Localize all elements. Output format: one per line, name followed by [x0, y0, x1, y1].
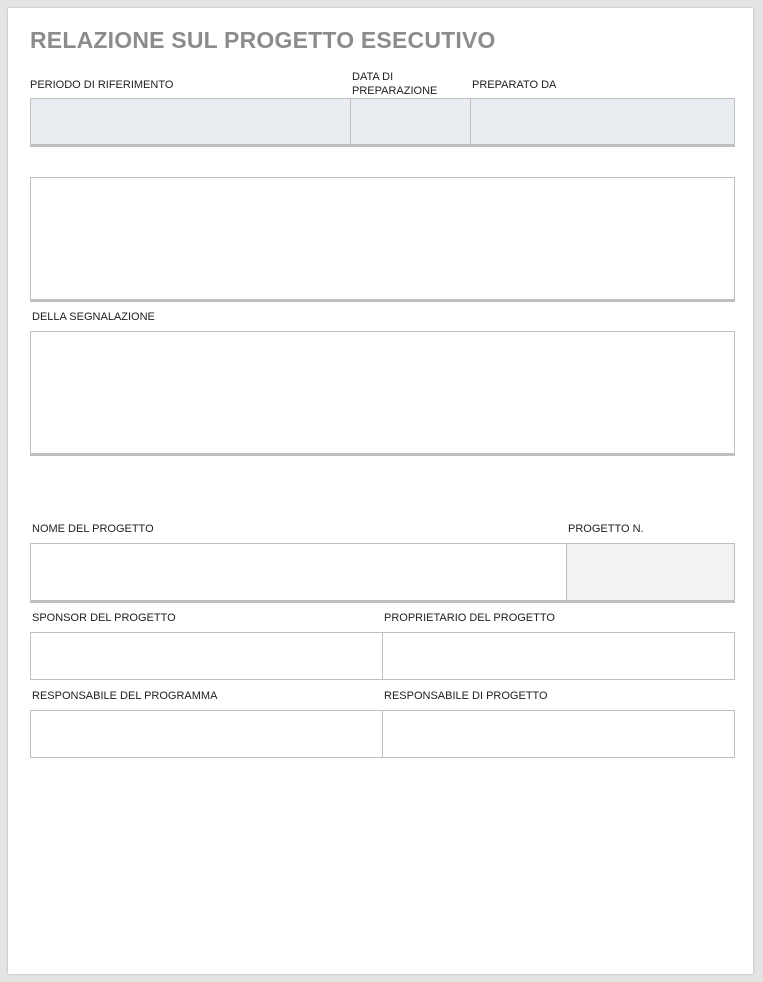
- project-number-label: PROGETTO N.: [568, 523, 644, 535]
- project-owner-field[interactable]: [383, 633, 734, 679]
- prepared-by-field[interactable]: [471, 99, 734, 144]
- project-name-number-row: [30, 543, 735, 603]
- page-title: RELAZIONE SUL PROGETTO ESECUTIVO: [30, 27, 496, 53]
- program-manager-field[interactable]: [31, 711, 382, 757]
- prepared-by-label: PREPARATO DA: [472, 79, 557, 91]
- report-text-area[interactable]: [30, 331, 735, 456]
- prep-date-label-line1: DATA DI: [352, 71, 394, 83]
- project-number-field[interactable]: [567, 544, 734, 600]
- sponsor-owner-row: [30, 632, 735, 680]
- summary-text-area[interactable]: [30, 177, 735, 302]
- prep-date-label-line2: PREPARAZIONE: [352, 85, 438, 97]
- project-sponsor-field[interactable]: [31, 633, 382, 679]
- reference-period-label: PERIODO DI RIFERIMENTO: [30, 79, 174, 91]
- document-page: [8, 8, 753, 974]
- prep-date-field[interactable]: [351, 99, 470, 144]
- program-manager-label: RESPONSABILE DEL PROGRAMMA: [32, 690, 218, 702]
- project-name-field[interactable]: [31, 544, 566, 600]
- header-fields-row: [30, 98, 735, 147]
- project-name-label: NOME DEL PROGETTO: [32, 523, 154, 535]
- managers-row: [30, 710, 735, 758]
- prep-date-label: [352, 70, 437, 98]
- project-owner-label: PROPRIETARIO DEL PROGETTO: [384, 612, 555, 624]
- project-sponsor-label: SPONSOR DEL PROGETTO: [32, 612, 176, 624]
- project-manager-field[interactable]: [383, 711, 734, 757]
- report-label: DELLA SEGNALAZIONE: [32, 311, 155, 323]
- reference-period-field[interactable]: [31, 99, 350, 144]
- project-manager-label: RESPONSABILE DI PROGETTO: [384, 690, 548, 702]
